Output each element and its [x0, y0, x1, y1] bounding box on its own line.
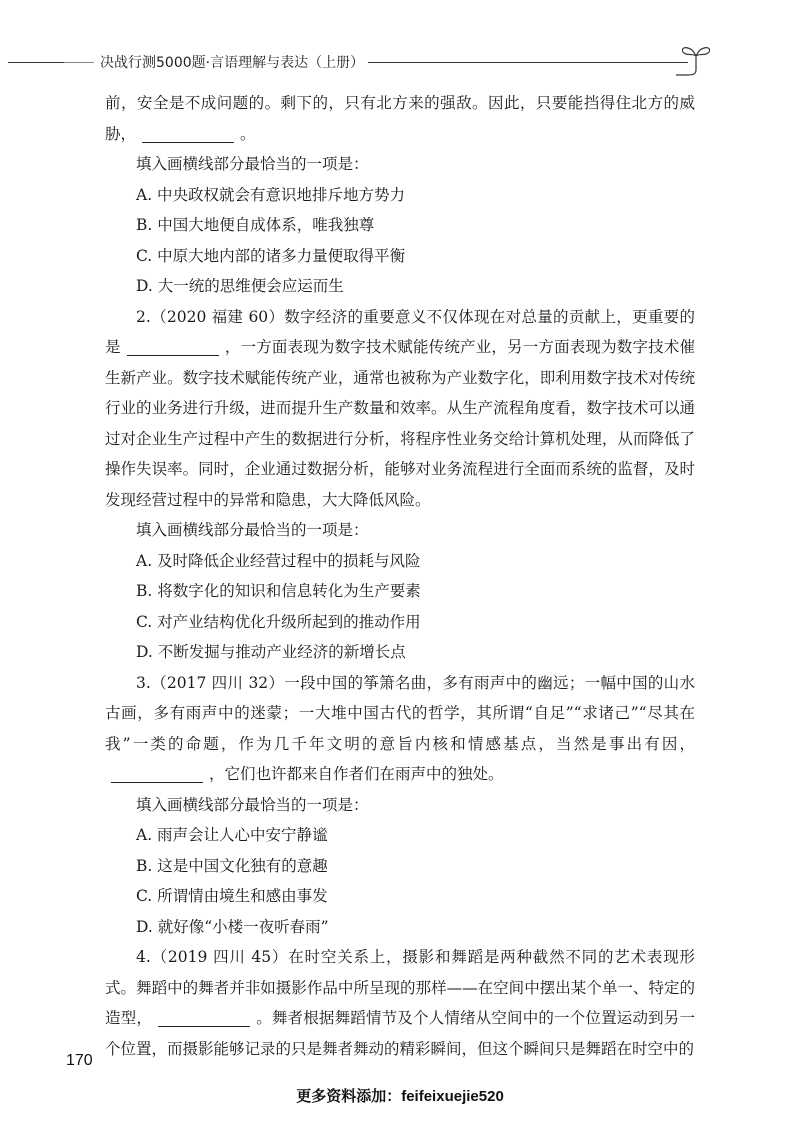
running-header: [0, 44, 800, 84]
option-d: D. 不断发掘与推动产业经济的新增长点: [136, 643, 406, 661]
option-c: C. 中原大地内部的诸多力量便取得平衡: [136, 246, 406, 265]
continuation-paragraph: 前，安全是不成问题的。剩下的，只有北方来的强敌。因此，只要能挡得住北方的威胁， 。: [105, 94, 695, 143]
option-b: B. 将数字化的知识和信息转化为生产要素: [136, 582, 421, 600]
question-3: 3.（2017 四川 32）一段中国的筝箫名曲，多有雨声中的幽远；一幅中国的山水古画，多有雨声中的迷蒙；一大堆中国古代的哲学，其所谓“自足”“求诸己”“尽其在我”一类的命题，作为几千年文明的意旨内核和情感基点，当然是事出有因，，它们也许都来自作者们在雨声中的独处。: [105, 673, 695, 783]
option-d: D. 大一统的思维便会应运而生: [136, 277, 344, 295]
answer-blank: [111, 764, 203, 783]
header-rule-right: [368, 62, 688, 63]
footer-contact-id: feifeixuejie520: [401, 1088, 504, 1105]
footer-label: 更多资料添加：: [296, 1087, 402, 1105]
question-number: 4.: [136, 948, 151, 966]
footer-note: [0, 1085, 800, 1106]
question-prompt: 填入画横线部分最恰当的一项是：: [136, 795, 369, 814]
option-b: B. 这是中国文化独有的意趣: [136, 856, 328, 875]
option-a: A. 雨声会让人心中安宁静谧: [136, 826, 328, 844]
option-a: A. 及时降低企业经营过程中的损耗与风险: [136, 551, 421, 570]
header-rule-left: [8, 62, 64, 63]
question-source: （2020 福建 60）: [150, 307, 285, 326]
question-prompt: 填入画横线部分最恰当的一项是：: [136, 521, 369, 539]
question-number: 3.: [136, 673, 151, 692]
book-title: 决战行测5000题·言语理解与表达（上册）: [100, 55, 365, 71]
header-rule-left-dashed: [64, 62, 94, 63]
page-content: [105, 88, 695, 1064]
question-2: 2.（2020 福建 60）数字经济的重要意义不仅体现在对总量的贡献上，更重要的是 ，一方面表现为数字技术赋能传统产业，另一方面表现为数字技术催生新产业。数字技术赋能传统产业，通常也被称为产业数字化，即利用数字技术对传统行业的业务进行升级，进而提升生产数量和效率。从生产流程角度看，数字技术可以通过对企业生产过程中产生的数据进行分析，将程序性业务交给计算机处理，从而降低了操作失误率。同时，企业通过数据分析，能够对业务流程进行全面而系统的监督，及时发现经营过程中的异常和隐患，大大降低风险。: [105, 307, 695, 509]
option-c: C. 对产业结构优化升级所起到的推动作用: [136, 612, 421, 631]
page-number: 170: [66, 1052, 93, 1069]
option-d: D. 就好像“小楼一夜听春雨”: [136, 917, 329, 936]
sprout-icon: [676, 44, 716, 80]
option-a: A. 中央政权就会有意识地排斥地方势力: [136, 185, 406, 204]
question-number: 2.: [136, 307, 151, 326]
question-source: （2017 四川 32）: [150, 673, 285, 692]
answer-blank: [127, 337, 219, 356]
question-4: 4.（2019 四川 45）在时空关系上，摄影和舞蹈是两种截然不同的艺术表现形式。舞蹈中的舞者并非如摄影作品中所呈现的那样——在空间中摆出某个单一、特定的造型， 。舞者根据舞蹈情节及个人情绪从空间中的一个位置运动到另一个位置，而摄影能够记录的只是舞者舞动的精彩瞬间，但这个瞬间只是舞蹈在时空中的: [105, 948, 695, 1058]
answer-blank: [158, 1008, 250, 1027]
option-b: B. 中国大地便自成体系，唯我独尊: [136, 216, 375, 234]
answer-blank: [142, 124, 234, 143]
question-prompt: 填入画横线部分最恰当的一项是：: [136, 155, 369, 173]
option-c: C. 所谓情由境生和感由事发: [136, 887, 328, 905]
question-source: （2019 四川 45）: [150, 948, 289, 966]
